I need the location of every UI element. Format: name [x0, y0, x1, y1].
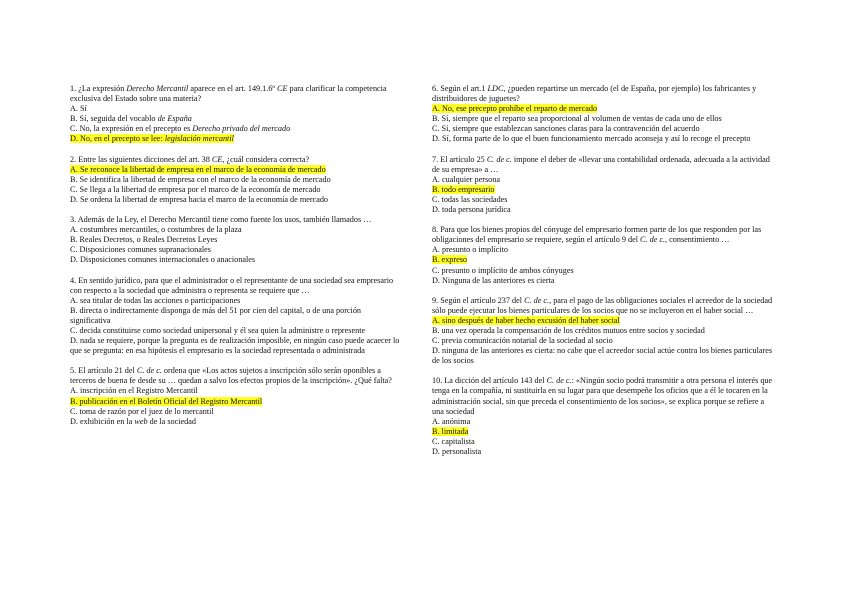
italic-text: C. de c.: [486, 154, 512, 164]
italic-text: C. de c.: [640, 235, 666, 245]
text-run: D. exhibición en la: [70, 416, 135, 426]
text-run: B. una vez operada la compensación de los créditos mutuos entre socios y sociedad: [432, 325, 705, 335]
text-run: A. Se reconoce la libertad de empresa en el marco de la economía de mercado: [70, 164, 326, 174]
text-run: Para que los bienes propios del cónyuge del empresario formen parte de los que responden por las obligaciones del empresario se requiere, según el artículo 9 del: [432, 225, 762, 245]
answer-option: [432, 336, 777, 346]
text-run: D. Sí, forma parte de lo que el buen funcionamiento mercado aconseja y así lo recoge el precepto: [432, 134, 751, 144]
text-run: ordena que «Los actos sujetos a inscripción sólo serán oponibles a terceros de buena fe desde su … quedan a salvo los efectos propios de la inscripción». ¿Qué falta?: [70, 366, 392, 386]
question-2: [70, 155, 400, 205]
answer-option: [70, 255, 400, 265]
text-run: C. No, la expresión en el precepto es: [70, 124, 193, 134]
answer-text: [432, 417, 470, 426]
answer-option: [70, 336, 400, 356]
answer-text: [70, 225, 242, 234]
right-column: [432, 84, 777, 467]
question-number: 8.: [432, 225, 439, 235]
question-number: 2.: [70, 154, 77, 164]
text-run: A. No, ese precepto prohíbe el reparto de mercado: [432, 104, 598, 114]
text-run: A. presunto o implícito: [432, 245, 508, 255]
question-3: [70, 215, 400, 265]
highlighted-answer: [432, 185, 495, 194]
answer-option: [432, 114, 777, 124]
text-run: Según el artículo 237 del: [438, 295, 525, 305]
answer-text: [70, 175, 331, 184]
text-run: impone el deber de «llevar una contabilidad ordenada, adecuada a la actividad de su empresa» a …: [432, 154, 770, 174]
question-number: 7.: [432, 154, 439, 164]
answer-option: [70, 134, 400, 144]
text-run: B. Reales Decretos, o Reales Decretos Leyes: [70, 235, 218, 245]
italic-text: LDC: [487, 84, 504, 93]
text-run: de la sociedad: [147, 416, 196, 426]
text-run: El artículo 25: [438, 154, 487, 164]
text-run: para clarificar la competencia exclusiva del Estado sobre una materia?: [70, 84, 387, 104]
answer-option: [70, 397, 400, 407]
question-number: 5.: [70, 366, 77, 376]
answer-option: [70, 195, 400, 205]
text-run: B. Se identifica la libertad de empresa con el marco de la economía de mercado: [70, 174, 331, 184]
answer-text: [432, 326, 705, 335]
text-run: C. decida constituirse como sociedad unipersonal y él sea quien la administre o represente: [70, 325, 366, 335]
question-10: [432, 376, 777, 457]
text-run: : «Ningún socio podrá transmitir a otra persona el interés que tenga en la compañía, ni sustituirla en su lugar para que desempeñe los oficios que a él le tocaren en la administración social, sin que preceda el consentimiento de los socios», se explica porque se refiere a una sociedad: [432, 376, 773, 416]
answer-option: [70, 386, 400, 396]
left-column: [70, 84, 400, 437]
answer-option: [70, 235, 400, 245]
text-run: En sentido jurídico, para que el administrador o el representante de una sociedad sea empresario con respecto a la sociedad que administra o representa se requiere que …: [70, 275, 394, 295]
answer-text: [70, 407, 214, 416]
question-8: [432, 225, 777, 286]
answer-option: [70, 175, 400, 185]
italic-text: legislación mercantil: [164, 134, 234, 144]
text-run: A. cualquier persona: [432, 174, 500, 184]
question-stem: [70, 366, 400, 386]
answer-option: [432, 276, 777, 286]
text-run: B. todo empresario: [432, 184, 495, 194]
answer-text: [432, 437, 475, 446]
answer-option: [432, 195, 777, 205]
answer-text: [70, 114, 192, 123]
italic-text: C. de c.: [136, 366, 162, 376]
answer-text: [432, 114, 722, 123]
question-stem: [70, 84, 400, 104]
italic-text: CE: [211, 154, 223, 164]
answer-text: [70, 235, 217, 244]
question-stem: [70, 215, 400, 225]
answer-option: [70, 417, 400, 427]
answer-text: [432, 336, 613, 345]
text-run: D. toda persona jurídica: [432, 205, 511, 215]
text-run: , ¿pueden repartirse un mercado (el de España, por ejemplo) los fabricantes y distribuidores de juguetes?: [432, 84, 757, 104]
answer-text: [70, 306, 361, 325]
text-run: Además de la Ley, el Derecho Mercantil tiene como fuente los usos, también llamados …: [76, 215, 372, 225]
answer-option: [432, 255, 777, 265]
question-4: [70, 276, 400, 357]
answer-option: [70, 306, 400, 326]
answer-option: [432, 185, 777, 195]
answer-text: [70, 336, 399, 355]
highlighted-answer: [70, 165, 326, 174]
text-run: Según el art.1: [438, 84, 488, 93]
highlighted-answer: [432, 104, 597, 113]
answer-text: [432, 276, 555, 285]
text-run: D. No, en el precepto se lee:: [70, 134, 165, 144]
answer-text: [432, 195, 508, 204]
text-run: , consentimiento …: [665, 235, 730, 245]
answer-text: [432, 205, 511, 214]
text-run: C. toma de razón por el juez de lo mercantil: [70, 406, 214, 416]
answer-option: [70, 326, 400, 336]
text-run: ¿La expresión: [76, 84, 127, 93]
question-7: [432, 155, 777, 216]
answer-option: [432, 266, 777, 276]
answer-option: [432, 124, 777, 134]
answer-text: [432, 134, 751, 143]
text-run: B. publicación en el Boletín Oficial del Registro Mercantil: [70, 396, 263, 406]
question-stem: [432, 155, 777, 175]
answer-option: [432, 245, 777, 255]
text-run: C. todas las sociedades: [432, 194, 508, 204]
answer-text: [432, 124, 700, 133]
text-run: C. Se llega a la libertad de empresa por el marco de la economía de mercado: [70, 184, 321, 194]
answer-option: [70, 165, 400, 175]
answer-option: [432, 104, 777, 114]
answer-option: [432, 417, 777, 427]
answer-option: [70, 114, 400, 124]
answer-text: [70, 326, 365, 335]
text-run: La dicción del artículo 143 del: [442, 376, 547, 386]
text-run: A. Sí: [70, 104, 87, 114]
question-number: 4.: [70, 275, 77, 285]
question-number: 3.: [70, 215, 77, 225]
answer-text: [432, 245, 508, 254]
highlighted-answer: [432, 316, 620, 325]
italic-text: Derecho privado del mercado: [192, 124, 291, 134]
answer-text: [70, 417, 196, 426]
text-run: D. Disposiciones comunes internacionales o anacionales: [70, 255, 256, 265]
question-stem: [432, 296, 777, 316]
question-stem: [432, 225, 777, 245]
text-run: C. previa comunicación notarial de la sociedad al socio: [432, 336, 613, 346]
answer-option: [70, 245, 400, 255]
text-run: , para el pago de las obligaciones sociales el acreedor de la sociedad sólo puede ejecutar los bienes particulares de los socios que no se incluyeron en el haber social …: [432, 295, 773, 315]
italic-text: web: [134, 416, 148, 426]
answer-text: [70, 245, 211, 254]
answer-option: [432, 205, 777, 215]
text-run: D. Ninguna de las anteriores es cierta: [432, 275, 555, 285]
text-run: El artículo 21 del: [76, 366, 137, 376]
answer-text: [432, 447, 481, 456]
text-run: B. limitada: [432, 426, 469, 436]
answer-text: [70, 104, 87, 113]
answer-option: [70, 124, 400, 134]
italic-text: CE: [277, 84, 288, 93]
answer-text: [432, 346, 772, 365]
italic-text: Derecho Mercantil: [126, 84, 189, 93]
answer-text: [70, 386, 198, 395]
answer-option: [432, 326, 777, 336]
text-run: D. ninguna de las anteriores es cierta: no cabe que el acreedor social actúe contra los bienes particulares de los socios: [432, 346, 773, 366]
question-6: [432, 84, 777, 145]
highlighted-answer: [70, 397, 262, 406]
text-run: A. costumbres mercantiles, o costumbres de la plaza: [70, 225, 242, 235]
text-run: A. sino después de haber hecho excusión del haber social: [432, 315, 620, 325]
text-run: D. Se ordena la libertad de empresa hacia el marco de la economía de mercado: [70, 194, 329, 204]
question-number: 6.: [432, 84, 439, 93]
text-run: B. expreso: [432, 255, 468, 265]
text-run: , ¿cuál considera correcta?: [222, 154, 310, 164]
text-run: A. inscripción en el Registro Mercantil: [70, 386, 198, 396]
question-stem: [432, 376, 777, 416]
question-5: [70, 366, 400, 427]
text-run: B. directa o indirectamente disponga de más del 51 por cien del capital, o de una porción significativa: [70, 305, 362, 325]
answer-option: [70, 407, 400, 417]
answer-option: [432, 447, 777, 457]
answer-text: [70, 195, 328, 204]
highlighted-answer: [432, 427, 468, 436]
answer-option: [432, 346, 777, 366]
question-number: 1.: [70, 84, 77, 93]
answer-option: [70, 296, 400, 306]
answer-option: [70, 104, 400, 114]
answer-option: [432, 175, 777, 185]
text-run: aparece en el art. 149.1.6º: [188, 84, 278, 93]
text-run: C. Disposiciones comunes supranacionales: [70, 245, 211, 255]
question-stem: [70, 155, 400, 165]
answer-option: [70, 185, 400, 195]
italic-text: C. de c.: [524, 295, 550, 305]
text-run: B. Sí, seguida del vocablo: [70, 114, 158, 124]
text-run: A. anónima: [432, 416, 471, 426]
answer-option: [432, 427, 777, 437]
text-run: Entre las siguientes dicciones del art. 38: [76, 154, 212, 164]
question-stem: [70, 276, 400, 296]
text-run: C. Sí, siempre que establezcan sanciones claras para la contravención del acuerdo: [432, 124, 700, 134]
question-stem: [432, 84, 777, 104]
answer-text: [70, 124, 290, 133]
text-run: C. presunto o implícito de ambos cónyuges: [432, 265, 574, 275]
highlighted-answer: [432, 255, 467, 264]
question-number: 9.: [432, 295, 439, 305]
answer-text: [70, 255, 255, 264]
question-9: [432, 296, 777, 367]
answer-text: [432, 266, 574, 275]
answer-text: [432, 175, 500, 184]
text-run: A. sea titular de todas las acciones o participaciones: [70, 295, 241, 305]
answer-text: [70, 185, 321, 194]
text-run: D. nada se requiere, porque la pregunta es de realización imposible, en ningún caso puede acaecer lo que se pregunta: en esa hipótesis el empresario es la sociedad representada o administrada: [70, 336, 400, 356]
answer-option: [432, 437, 777, 447]
answer-option: [432, 316, 777, 326]
text-run: D. personalista: [432, 447, 482, 456]
text-run: C. capitalista: [432, 436, 475, 446]
answer-text: [70, 296, 240, 305]
question-number: 10.: [432, 376, 443, 386]
italic-text: de España: [157, 114, 192, 124]
question-1: [70, 84, 400, 145]
answer-option: [70, 225, 400, 235]
highlighted-answer: [70, 134, 234, 143]
italic-text: C. de c.: [546, 376, 572, 386]
text-run: B. Sí, siempre que el reparto sea proporcional al volumen de ventas de cada uno de ellos: [432, 114, 722, 124]
answer-option: [432, 134, 777, 144]
